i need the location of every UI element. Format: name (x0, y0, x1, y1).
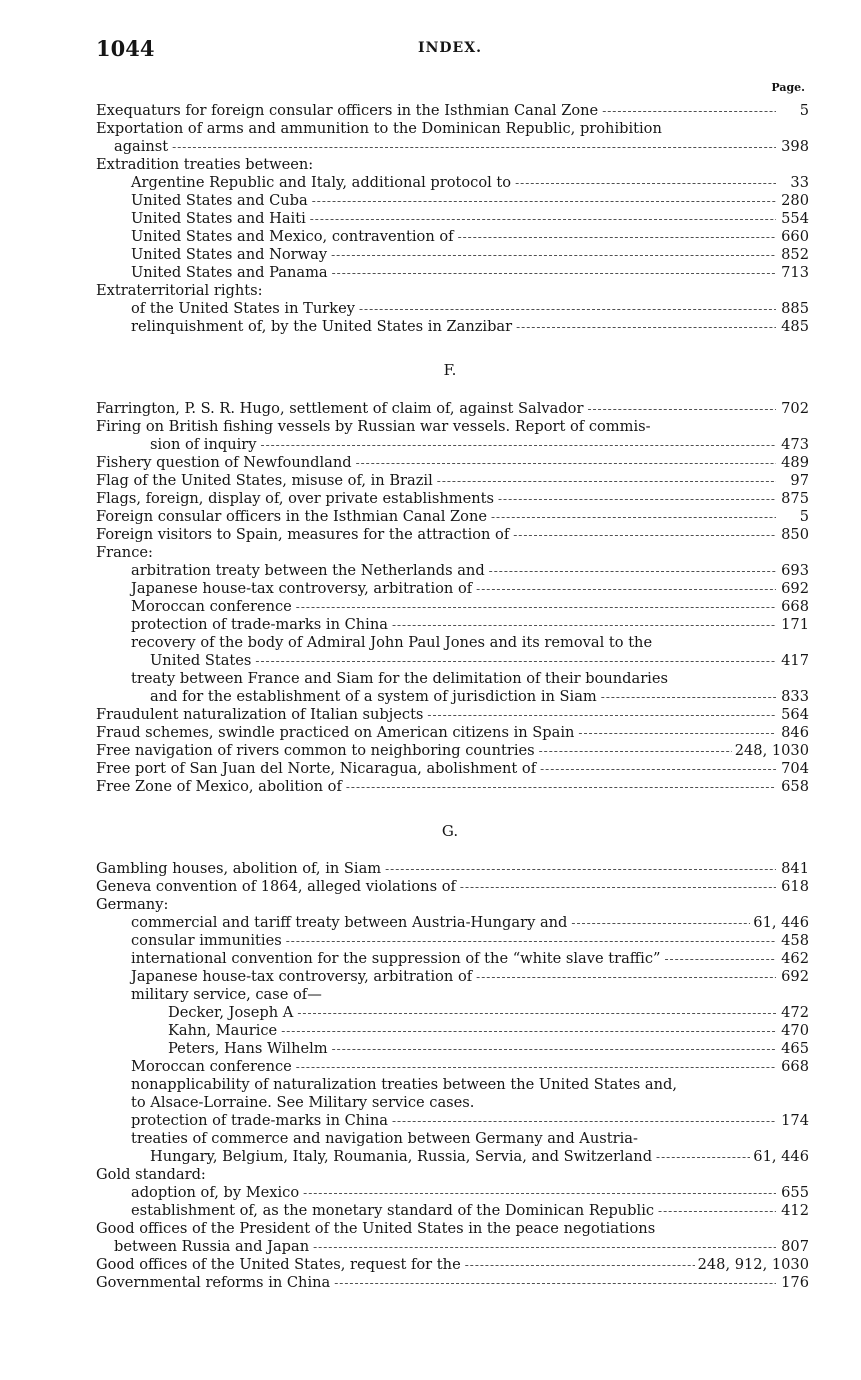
dot-leader (476, 580, 776, 598)
entry-page: 61, 446 (753, 1148, 809, 1165)
entry-text: Foreign visitors to Spain, measures for the attraction of (96, 526, 510, 543)
entry-text: Peters, Hans Wilhelm (168, 1040, 328, 1057)
entry-page: 280 (781, 192, 809, 209)
index-entry (131, 968, 809, 986)
dot-leader (515, 174, 776, 192)
index-entry (131, 192, 809, 210)
entry-page: 702 (781, 400, 809, 417)
entry-text: Argentine Republic and Italy, additional protocol to (131, 174, 512, 191)
dot-leader (313, 1238, 776, 1256)
dot-leader (458, 228, 776, 246)
index-entry (96, 1220, 809, 1238)
index-entry (131, 210, 809, 228)
index-entry (131, 950, 809, 968)
dot-leader (427, 706, 776, 724)
entry-text: Moroccan conference (131, 1058, 292, 1075)
index-entry (96, 1256, 809, 1274)
dot-leader (601, 688, 776, 706)
entry-page: 485 (781, 318, 809, 335)
index-entry (168, 1022, 809, 1040)
entry-page: 833 (781, 688, 809, 705)
entry-text: France: (96, 544, 153, 561)
entry-page: 33 (790, 174, 809, 191)
entry-text: Farrington, P. S. R. Hugo, settlement of claim of, against Salvador (96, 400, 584, 417)
entry-page: 693 (781, 562, 809, 579)
index-entry (96, 120, 809, 138)
dot-leader (539, 742, 732, 760)
dot-leader (658, 1202, 776, 1220)
entry-text: United States and Haiti (131, 210, 306, 227)
dot-leader (312, 192, 776, 210)
entry-text: Free Zone of Mexico, abolition of (96, 778, 342, 795)
index-entry (131, 228, 809, 246)
dot-leader (296, 598, 776, 616)
index-entry (131, 598, 809, 616)
entry-page: 472 (781, 1004, 809, 1021)
entry-text: Hungary, Belgium, Italy, Roumania, Russia, Servia, and Switzerland (150, 1148, 653, 1165)
dot-leader (286, 932, 776, 950)
dot-leader (297, 1004, 776, 1022)
index-entry (131, 1112, 809, 1130)
entry-text: Good offices of the President of the United States in the peace negotiations (96, 1220, 656, 1237)
entry-page: 852 (781, 246, 809, 263)
entry-page: 658 (781, 778, 809, 795)
index-entry (131, 1058, 809, 1076)
entry-text: Fishery question of Newfoundland (96, 454, 352, 471)
index-entry (96, 282, 809, 300)
entry-text: arbitration treaty between the Netherlands and (131, 562, 485, 579)
entry-text: Extraterritorial rights: (96, 282, 263, 299)
entry-text: Japanese house-tax controversy, arbitration of (131, 580, 473, 597)
entry-text: recovery of the body of Admiral John Paul Jones and its removal to the (131, 634, 653, 651)
entry-text: establishment of, as the monetary standard of the Dominican Republic (131, 1202, 655, 1219)
entry-text: consular immunities (131, 932, 282, 949)
entry-text: and for the establishment of a system of jurisdiction in Siam (150, 688, 597, 705)
index-entry (96, 418, 809, 436)
entry-text: United States (150, 652, 252, 669)
entry-text: United States and Mexico, contravention of (131, 228, 454, 245)
dot-leader (334, 1274, 776, 1292)
dot-leader (498, 490, 776, 508)
entry-page: 850 (781, 526, 809, 543)
entry-text: Firing on British fishing vessels by Russian war vessels. Report of commis- (96, 418, 651, 435)
entry-page: 489 (781, 454, 809, 471)
entry-page: 473 (781, 436, 809, 453)
dot-leader (296, 1058, 776, 1076)
entry-text: protection of trade-marks in China (131, 1112, 388, 1129)
index-entry (131, 300, 809, 318)
entry-text: United States and Norway (131, 246, 328, 263)
index-entry (131, 914, 809, 932)
entry-page: 5 (799, 508, 809, 525)
dot-leader (489, 562, 776, 580)
index-entry (96, 878, 809, 896)
entry-page: 885 (781, 300, 809, 317)
entry-page: 248, 1030 (734, 742, 809, 759)
entry-page: 458 (781, 932, 809, 949)
entry-text: Free navigation of rivers common to neighboring countries (96, 742, 535, 759)
index-entry (168, 1040, 809, 1058)
entry-page: 668 (781, 1058, 809, 1075)
entry-page: 398 (781, 138, 809, 155)
section-heading-g: G. (441, 822, 459, 840)
index-entry (131, 246, 809, 264)
section-heading-f: F. (443, 361, 457, 379)
dot-leader (460, 878, 776, 896)
index-entry (96, 508, 809, 526)
entry-text: relinquishment of, by the United States in Zanzibar (131, 318, 513, 335)
dot-leader (540, 760, 776, 778)
entry-text: adoption of, by Mexico (131, 1184, 300, 1201)
index-entry (96, 724, 809, 742)
index-entry (96, 544, 809, 562)
dot-leader (392, 616, 776, 634)
index-entry (96, 490, 809, 508)
entry-text: Exportation of arms and ammunition to the Dominican Republic, prohibition (96, 120, 662, 137)
dot-leader (465, 1256, 695, 1274)
dot-leader (331, 246, 776, 264)
index-entry (96, 706, 809, 724)
dot-leader (261, 436, 776, 454)
entry-page: 176 (781, 1274, 809, 1291)
index-entry (131, 932, 809, 950)
index-entry (96, 860, 809, 878)
dot-leader (491, 508, 776, 526)
index-entry (131, 1202, 809, 1220)
dot-leader (385, 860, 776, 878)
entry-page: 655 (781, 1184, 809, 1201)
dot-leader (513, 526, 776, 544)
index-entry (96, 156, 809, 174)
index-entry (131, 1076, 809, 1094)
entry-page: 846 (781, 724, 809, 741)
dot-leader (332, 264, 776, 282)
dot-leader (664, 950, 776, 968)
index-entry (96, 896, 809, 914)
index-entry (96, 454, 809, 472)
entry-page: 564 (781, 706, 809, 723)
entry-text: United States and Cuba (131, 192, 308, 209)
dot-leader (516, 318, 776, 336)
entry-text: international convention for the suppression of the “white slave traffic” (131, 950, 661, 967)
entry-text: United States and Panama (131, 264, 328, 281)
entry-page: 97 (790, 472, 809, 489)
index-entry (96, 742, 809, 760)
entry-text: against (114, 138, 169, 155)
entry-text: Flags, foreign, display of, over private establishments (96, 490, 494, 507)
index-entry (131, 634, 809, 652)
index-entry (131, 264, 809, 282)
index-entry (96, 472, 809, 490)
entry-page: 174 (781, 1112, 809, 1129)
entry-text: Fraud schemes, swindle practiced on American citizens in Spain (96, 724, 575, 741)
entry-page: 462 (781, 950, 809, 967)
entry-text: commercial and tariff treaty between Austria-Hungary and (131, 914, 568, 931)
entry-page: 554 (781, 210, 809, 227)
entry-page: 5 (799, 102, 809, 119)
entry-text: Kahn, Maurice (168, 1022, 278, 1039)
entry-text: Flag of the United States, misuse of, in Brazil (96, 472, 433, 489)
index-entry (131, 1184, 809, 1202)
entry-page: 470 (781, 1022, 809, 1039)
entry-page: 841 (781, 860, 809, 877)
entry-page: 61, 446 (753, 914, 809, 931)
dot-leader (602, 102, 776, 120)
entry-page: 807 (781, 1238, 809, 1255)
index-entry (96, 760, 809, 778)
entry-text: military service, case of— (131, 986, 322, 1003)
entry-text: treaties of commerce and navigation between Germany and Austria- (131, 1130, 638, 1147)
index-entry (131, 986, 809, 1004)
entry-text: of the United States in Turkey (131, 300, 355, 317)
page-title: INDEX. (418, 40, 482, 56)
entry-page: 692 (781, 580, 809, 597)
entry-text: Fraudulent naturalization of Italian subjects (96, 706, 424, 723)
index-entry (131, 1130, 809, 1148)
index-entry (96, 1274, 809, 1292)
index-entry (96, 400, 809, 418)
entry-text: to Alsace-Lorraine. See Military service cases. (131, 1094, 475, 1111)
entry-text: sion of inquiry (150, 436, 257, 453)
index-entry (131, 1094, 809, 1112)
index-entry (114, 1238, 809, 1256)
index-entry (96, 526, 809, 544)
index-entry (168, 1004, 809, 1022)
entry-page: 248, 912, 1030 (697, 1256, 809, 1273)
dot-leader (392, 1112, 776, 1130)
dot-leader (476, 968, 776, 986)
entry-text: Extradition treaties between: (96, 156, 314, 173)
entry-page: 465 (781, 1040, 809, 1057)
index-entry (96, 778, 809, 796)
dot-leader (303, 1184, 776, 1202)
entry-page: 668 (781, 598, 809, 615)
dot-leader (332, 1040, 776, 1058)
entry-page: 692 (781, 968, 809, 985)
entry-page: 875 (781, 490, 809, 507)
entry-page: 660 (781, 228, 809, 245)
index-entry (150, 436, 809, 454)
dot-leader (255, 652, 776, 670)
entry-page: 417 (781, 652, 809, 669)
entry-text: treaty between France and Siam for the delimitation of their boundaries (131, 670, 668, 687)
index-entry (114, 138, 809, 156)
dot-leader (346, 778, 776, 796)
page-number: 1044 (96, 36, 155, 61)
entry-text: nonapplicability of naturalization treaties between the United States and, (131, 1076, 677, 1093)
entry-text: Japanese house-tax controversy, arbitration of (131, 968, 473, 985)
entry-text: Decker, Joseph A (168, 1004, 294, 1021)
index-entry (150, 1148, 809, 1166)
entry-text: Moroccan conference (131, 598, 292, 615)
entry-text: Germany: (96, 896, 169, 913)
dot-leader (571, 914, 750, 932)
index-entry (131, 580, 809, 598)
dot-leader (656, 1148, 750, 1166)
index-entry (131, 318, 809, 336)
entry-text: Gambling houses, abolition of, in Siam (96, 860, 382, 877)
dot-leader (356, 454, 776, 472)
dot-leader (587, 400, 776, 418)
dot-leader (281, 1022, 776, 1040)
entry-text: protection of trade-marks in China (131, 616, 388, 633)
entry-text: Free port of San Juan del Norte, Nicaragua, abolishment of (96, 760, 537, 777)
entry-page: 704 (781, 760, 809, 777)
dot-leader (359, 300, 776, 318)
entry-text: Exequaturs for foreign consular officers in the Isthmian Canal Zone (96, 102, 599, 119)
entry-text: Foreign consular officers in the Isthmian Canal Zone (96, 508, 487, 525)
index-entry (131, 670, 809, 688)
index-entry (131, 616, 809, 634)
index-entry (96, 1166, 809, 1184)
entry-text: Geneva convention of 1864, alleged violations of (96, 878, 456, 895)
dot-leader (310, 210, 776, 228)
entry-text: between Russia and Japan (114, 1238, 310, 1255)
entry-text: Gold standard: (96, 1166, 206, 1183)
dot-leader (578, 724, 776, 742)
entry-page: 618 (781, 878, 809, 895)
dot-leader (172, 138, 776, 156)
entry-text: Good offices of the United States, request for the (96, 1256, 461, 1273)
entry-page: 171 (781, 616, 809, 633)
dot-leader (437, 472, 776, 490)
entry-page: 713 (781, 264, 809, 281)
entry-page: 412 (781, 1202, 809, 1219)
page-column-label: Page. (771, 81, 805, 94)
index-entry (150, 688, 809, 706)
index-entry (96, 102, 809, 120)
entry-text: Governmental reforms in China (96, 1274, 331, 1291)
index-entry (131, 562, 809, 580)
index-entry (131, 174, 809, 192)
index-entry (150, 652, 809, 670)
